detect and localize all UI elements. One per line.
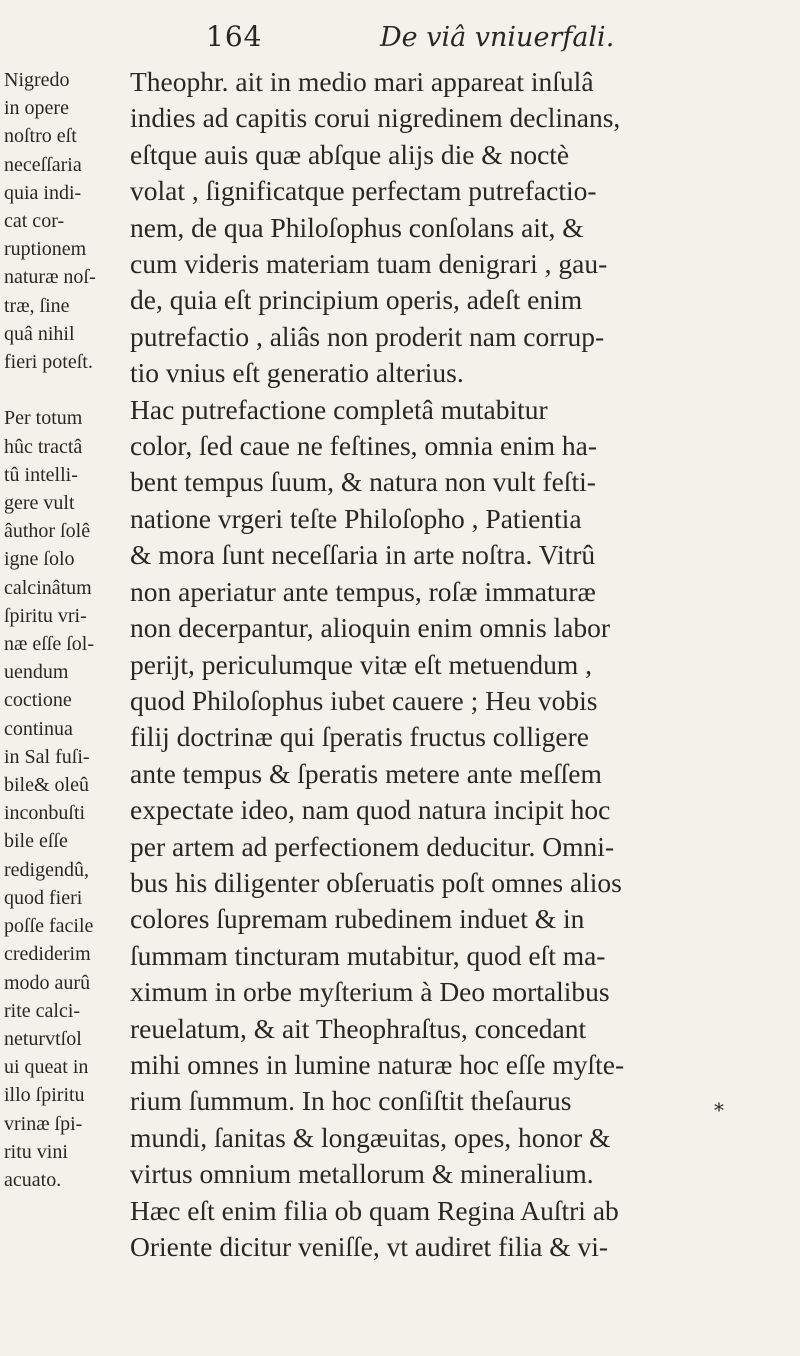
text-line: perijt, periculumque vitæ eſt metuendum , (130, 648, 593, 680)
text-line: filij doctrinæ qui ſperatis fructus colligere (130, 721, 589, 753)
margin-note-line: træ, ſine (4, 294, 70, 317)
text-line: ximum in orbe myſterium à Deo mortalibus (130, 976, 610, 1008)
text-line: Theophr. ait in medio mari appareat inſulâ (130, 66, 594, 97)
text-line: Hac putrefactione completâ mutabitur (130, 393, 548, 425)
text-line: cum videris materiam tuam denigrari , gau- (130, 248, 608, 280)
text-line: expectate ideo, nam quod natura incipit hoc (130, 794, 611, 826)
margin-note-line: uendum (4, 661, 69, 684)
margin-note-line: acuato. (4, 1168, 62, 1191)
text-line: colores ſupremam rubedinem induet & in (130, 903, 585, 935)
margin-note-line: naturæ noſ- (4, 266, 96, 289)
margin-note-line: redigendû, (4, 858, 89, 881)
margin-note-line: quod fieri (4, 886, 83, 909)
catchword: * (714, 1098, 724, 1122)
text-line: & mora ſunt neceſſaria in arte noſtra. Vitrû (130, 539, 596, 571)
text-line: natione vrgeri teſte Philoſopho , Patientia (130, 502, 582, 534)
text-line: tio vnius eſt generatio alterius. (130, 357, 464, 389)
margin-note-line: quia indi- (4, 181, 82, 204)
text-line: bent tempus ſuum, & natura non vult feſti- (130, 466, 596, 498)
margin-note-line: continua (4, 717, 73, 740)
margin-note-line: bile& oleû (4, 774, 89, 797)
text-line: virtus omnium metallorum & mineralium. (130, 1158, 594, 1190)
text-line: ante tempus & ſperatis metere ante meſſem (130, 757, 602, 789)
text-line: non aperiatur ante tempus, roſæ immaturæ (130, 575, 596, 607)
text-line: ſummam tincturam mutabitur, quod eſt ma- (130, 939, 606, 971)
margin-note-line: âuthor ſolê (4, 520, 91, 543)
margin-note-line: fieri poteſt. (4, 351, 93, 374)
margin-note-line: in Sal fuſi- (4, 745, 90, 768)
margin-note-line: Nigredo (4, 69, 70, 91)
margin-note-line: hûc tractâ (4, 435, 83, 458)
text-line: bus his diligenter obſeruatis poſt omnes alios (130, 866, 622, 898)
text-line: Oriente dicitur veniſſe, vt audiret filia & vi- (130, 1231, 609, 1262)
text-line: nem, de qua Philoſophus conſolans ait, & (130, 211, 584, 243)
margin-note-line (4, 376, 124, 404)
margin-note-line: Per totum (4, 407, 83, 430)
margin-note-line: noſtro eſt (4, 125, 77, 148)
margin-note-line: gere vult (4, 492, 75, 515)
text-line: reuelatum, & ait Theophraſtus, concedant (130, 1012, 587, 1044)
text-line: per artem ad perfectionem deducitur. Omni- (130, 830, 615, 862)
text-line: de, quia eſt principium operis, adeſt enim (130, 284, 583, 316)
text-line: color, ſed caue ne feſtines, omnia enim ha- (130, 430, 597, 462)
text-line: volat , ſignificatque perfectam putrefactio- (130, 175, 597, 207)
margin-note-line: coctione (4, 689, 72, 712)
text-line: putrefactio , aliâs non proderit nam corrup- (130, 320, 605, 352)
margin-note-line: næ eſſe ſol- (4, 633, 94, 656)
text-line: mihi omnes in lumine naturæ hoc eſſe myſte- (130, 1048, 625, 1080)
page-header (0, 14, 800, 60)
margin-note-line: quâ nihil (4, 322, 75, 345)
text-line: Hæc eſt enim filia ob quam Regina Auſtri ab (130, 1194, 619, 1226)
text-line: non decerpantur, alioquin enim omnis labor (130, 612, 611, 644)
margin-note-line: calcinâtum (4, 576, 92, 599)
text-line: rium ſummum. In hoc conſiſtit theſaurus (130, 1085, 572, 1117)
body-text (130, 64, 795, 1265)
margin-note-line: igne ſolo (4, 548, 75, 571)
margin-note-line: ſpiritu vri- (4, 604, 87, 627)
text-line: quod Philoſophus iubet cauere ; Heu vobis (130, 684, 598, 716)
margin-note-line: ritu vini (4, 1140, 68, 1163)
text-line: indies ad capitis corui nigredinem declinans, (130, 102, 621, 134)
marginal-note (4, 66, 124, 1194)
page-number: 164 (206, 20, 263, 53)
margin-note-line: crediderim (4, 943, 91, 966)
text-line: mundi, ſanitas & longæuitas, opes, honor & (130, 1121, 611, 1153)
text-line: eſtque auis quæ abſque alijs die & noctè (130, 138, 570, 170)
margin-note-line: cat cor- (4, 210, 65, 233)
margin-note-line: inconbuſti (4, 802, 86, 825)
margin-note-line: poſſe facile (4, 915, 94, 938)
running-title: De viâ vniuerfali. (380, 22, 615, 53)
margin-note-line: bile eſſe (4, 830, 68, 853)
margin-note-line: tû intelli- (4, 463, 78, 486)
margin-note-line: rite calci- (4, 999, 81, 1022)
margin-note-line: vrinæ ſpi- (4, 1112, 83, 1135)
margin-note-line: neturvtſol (4, 1027, 82, 1050)
margin-note-line: illo ſpiritu (4, 1084, 85, 1107)
margin-note-line: ui queat in (4, 1056, 89, 1079)
margin-note-line: ruptionem (4, 238, 87, 261)
margin-note-line: modo aurû (4, 971, 91, 994)
margin-note-line: neceſſaria (4, 153, 82, 176)
margin-note-line: in opere (4, 97, 69, 120)
